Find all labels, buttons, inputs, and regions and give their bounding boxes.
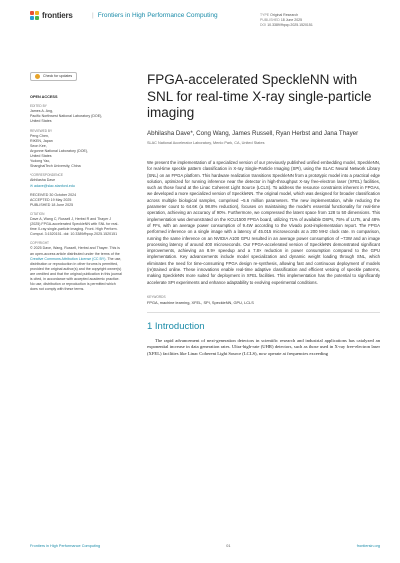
type-label: TYPE bbox=[260, 13, 270, 17]
reviewer-line: ShanghaiTech University, China bbox=[30, 164, 81, 169]
article-main bbox=[147, 72, 380, 357]
reviewed-by-label: REVIEWED BY bbox=[30, 128, 53, 133]
open-access-label: OPEN ACCESS bbox=[30, 95, 58, 100]
article-abstract: We present the implementation of a specialized version of our previously published unified embedding model, SpeckleNN, for real-time speckle pattern classification in X-ray Single-Particle Imaging (SPI), using the SLAC Neural Network Library (SNL) on an FPGA platform. This hardware realization transitions SpeckleNN from a prototypic model into a practical edge solution, optimized for running inference near the detector in high-throughput X-ray free-electron laser (XFEL) facilities, such as those found at the Linac Coherent Light Source (LCLS). To address the resource constraints inherent in FPGAs, we developed a more specialized version of SpeckleNN. The original model, which was designed for broader classification across multiple biological samples, comprised ~5.6 million parameters. The new implementation, while reducing the parameter count to 64.6K (a 98.8% reduction), focuses on maintaining the model's essential functionality for real-time operation, achieving an accuracy of 90%. Furthermore, we compressed the latent space from 128 to 50 dimensions. This implementation was demonstrated on the KCU1500 FPGA board, utilizing 71% of available DSPs, 75% of LUTs, and 48% of FFs, with an average power consumption of 9.4W according to the Vivado post-implementation report. The FPGA performed inference on a single image with a latency of 45.015 microseconds at a 200 MHz clock rate. In comparison, running the same inference on an NVIDIA A100 GPU resulted in an average power consumption of ~73W and an image processing latency of around 400 microseconds. Our FPGA-accelerated version of SpeckleNN demonstrated significant improvements, achieving an 8.9× speedup and a 7.8× reduction in power consumption compared to the GPU implementation. Key advancements include model specialization and dynamic weight loading through SNL, which eliminates the need for time-consuming FPGA design re-synthesis, allowing fast and continuous deployment of models (re)trained online. These innovations enable real-time adaptive classification and efficient vetoing of speckle patterns, making SpeckleNN more suited for deployment in XFEL facilities. This implementation has the potential to significantly accelerate SPI experiments and enhance adaptability to evolving experimental conditions. bbox=[147, 160, 380, 285]
doi-label: DOI bbox=[260, 23, 267, 27]
page-number: 01 bbox=[226, 544, 231, 548]
editor-line: United States bbox=[30, 119, 52, 124]
correspondence-label: *CORRESPONDENCE bbox=[30, 173, 63, 178]
article-affiliation: SLAC National Accelerator Laboratory, Menlo Park, CA, United States bbox=[147, 141, 265, 145]
reviewed-by bbox=[30, 134, 122, 170]
journal-title: High Performance Computing bbox=[132, 12, 218, 19]
reviewer-line: RIKEN, Japan bbox=[30, 138, 53, 143]
copyright-label: COPYRIGHT bbox=[30, 241, 49, 246]
keywords-label: KEYWORDS bbox=[147, 294, 166, 299]
license-link[interactable]: Creative Commons Attribution License (CC BY). bbox=[30, 256, 107, 261]
citation-label: CITATION bbox=[30, 211, 45, 216]
reviewer-line: Peng Chen, bbox=[30, 133, 49, 138]
page-header bbox=[30, 11, 380, 41]
edited-by-label: EDITED BY bbox=[30, 104, 47, 109]
published-label: PUBLISHED bbox=[260, 18, 280, 22]
published-date: PUBLISHED 18 June 2025 bbox=[30, 202, 74, 207]
copyright-intro: © 2025 Dave, Wang, Russell, Herbst and Thayer. This is an open-access article distributed under the terms of the bbox=[30, 246, 120, 256]
editor-line: Pacific Northwest National Laboratory (DOE), bbox=[30, 114, 103, 119]
citation-text: Dave A, Wang C, Russell J, Herbst R and Thayer J (2025) FPGA-accelerated SpeckleNN with SNL for real-time X-ray single-particle imaging. Front. High Perform. Comput. 3:1520151. doi: 10.3389/fhpcp.2025.1520151 bbox=[30, 216, 119, 237]
reviewer-line: Argonne National Laboratory (DOE), bbox=[30, 148, 89, 153]
footer-journal[interactable]: Frontiers in High Performance Computing bbox=[30, 544, 101, 548]
copyright-text bbox=[30, 246, 122, 292]
editor-line: James A. Ang, bbox=[30, 109, 53, 114]
edited-by bbox=[30, 109, 122, 124]
article-sidebar bbox=[30, 72, 122, 292]
frontiers-logo-icon bbox=[30, 11, 39, 20]
introduction-paragraph: The rapid advancement of next-generation detectors in scientific research and industrial applications has catalyzed an exponential increase in data generation rates. Ultra-high-rate (UHR) detectors, such as those used in X-ray free-electron laser (XFEL) facilities like Linac Coherent Light Source (LCLS), now operate at frequencies exceeding bbox=[147, 337, 380, 356]
article-title: FPGA-accelerated SpeckleNN with SNL for real-time X-ray single-particle imaging bbox=[147, 72, 372, 120]
keywords: FPGA, machine learning, XFEL, SPI, SpeckleNN, GPU, LCLS bbox=[147, 299, 254, 305]
check-updates-label: Check for updates bbox=[43, 74, 73, 78]
check-updates-icon bbox=[35, 74, 40, 79]
section-heading: 1 Introduction bbox=[147, 320, 205, 332]
journal-prefix: Frontiers in bbox=[97, 12, 131, 19]
check-updates-button[interactable] bbox=[30, 72, 77, 81]
type-value: Original Research bbox=[270, 13, 299, 17]
page-footer bbox=[30, 544, 380, 548]
copyright-terms: The use, distribution or reproduction in other forums is permitted, provided the original author(s) and the copyright owner(s) are credited and that the original publication in this journal is cited, in accordance with accepted academic practice. No use, distribution or reproduction is permitted which does not comply with these terms. bbox=[30, 256, 122, 292]
reviewer-line: United States bbox=[30, 154, 52, 159]
footer-site-link[interactable]: frontiersin.org bbox=[356, 544, 380, 548]
corresponding-email[interactable]: ✉ adave@slac.stanford.edu bbox=[30, 183, 75, 188]
article-dates bbox=[30, 193, 122, 208]
reviewer-line: Yudong Yao, bbox=[30, 159, 51, 164]
frontiers-logo[interactable] bbox=[30, 11, 73, 20]
journal-name[interactable]: | Frontiers in High Performance Computing bbox=[92, 12, 218, 19]
corresponding-author: Abhilasha Dave bbox=[30, 178, 56, 183]
doi-link[interactable]: 10.3389/fhpcp.2025.1520151 bbox=[267, 23, 313, 27]
article-authors: Abhilasha Dave*, Cong Wang, James Russell, Ryan Herbst and Jana Thayer bbox=[147, 129, 359, 137]
article-meta bbox=[260, 13, 313, 28]
accepted-date: ACCEPTED 19 May 2025 bbox=[30, 197, 72, 202]
published-value: 18 June 2025 bbox=[280, 18, 303, 22]
received-date: RECEIVED 30 October 2024 bbox=[30, 192, 77, 197]
divider bbox=[147, 312, 380, 313]
reviewer-line: Seon Kee, bbox=[30, 143, 47, 148]
publisher-name: frontiers bbox=[42, 11, 73, 20]
